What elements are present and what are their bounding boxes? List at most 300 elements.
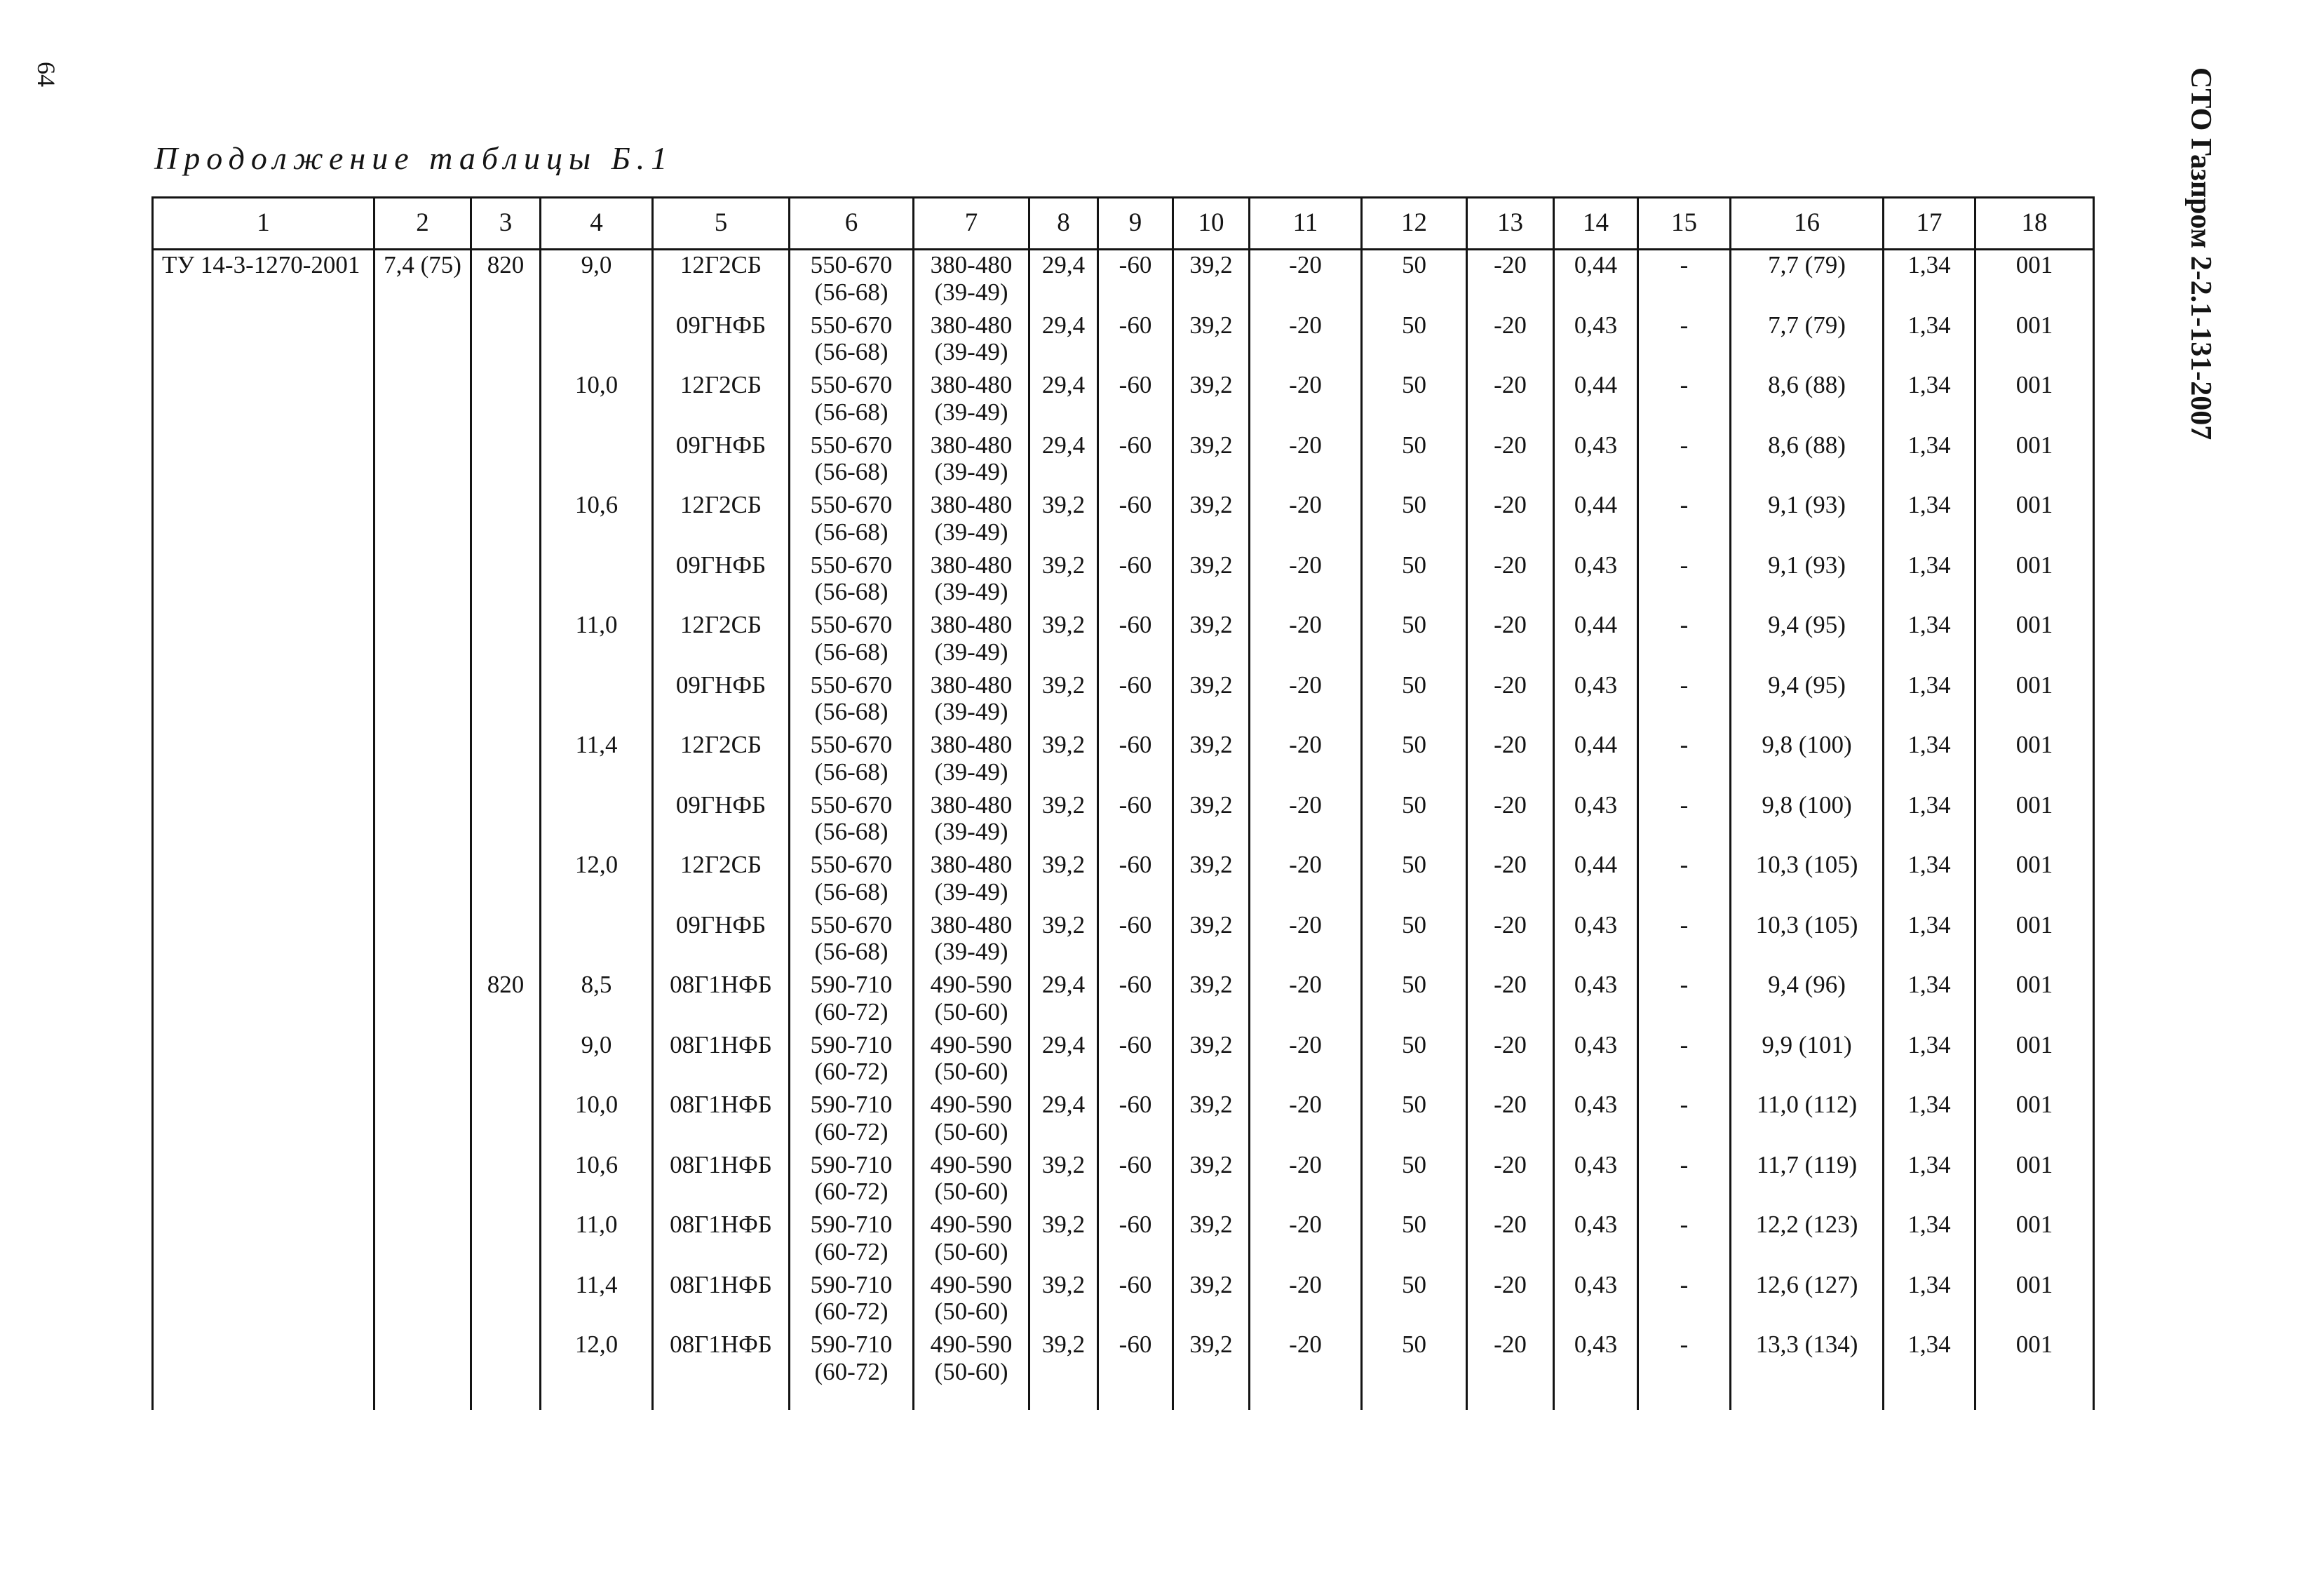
table-cell-col-10: 39,2 (1174, 250, 1250, 311)
table-cell-col-14: 0,44 (1555, 250, 1639, 311)
table-cell-col-15: - (1639, 370, 1731, 431)
page-number: 64 (32, 62, 60, 87)
header-cell-11: 11 (1250, 196, 1363, 250)
table-cell-col-2 (375, 1030, 472, 1091)
table-cell-col-13: -20 (1468, 1330, 1555, 1390)
table-cell-col-14: 0,44 (1555, 730, 1639, 790)
table-cell-col-6: 550-670 (56-68) (790, 490, 914, 551)
table-cell-col-15: - (1639, 1150, 1731, 1211)
table-cell-col-1: ТУ 14-3-1270-2001 (151, 250, 375, 311)
table-cell-col-17: 1,34 (1884, 970, 1976, 1030)
table-cell-col-10: 39,2 (1174, 850, 1250, 910)
table-cell-col-11: -20 (1250, 910, 1363, 971)
table-cell-col-18: 001 (1976, 431, 2095, 491)
table-cell-col-4: 11,4 (541, 1270, 654, 1331)
table-cell-col-8: 39,2 (1030, 610, 1099, 671)
table-cell-col-15: - (1639, 1210, 1731, 1270)
table-cell-col-1 (151, 730, 375, 790)
table-cell-col-7: 380-480 (39-49) (914, 250, 1030, 311)
table-cell-col-7: 380-480 (39-49) (914, 370, 1030, 431)
table-cell-col-10: 39,2 (1174, 490, 1250, 551)
table-cell-col-10: 39,2 (1174, 1090, 1250, 1150)
table-cell-col-2: 7,4 (75) (375, 250, 472, 311)
table-cell-col-17: 1,34 (1884, 730, 1976, 790)
table-cell-col-16: 9,9 (101) (1731, 1030, 1884, 1091)
table-cell-col-1 (151, 610, 375, 671)
header-cell-4: 4 (541, 196, 654, 250)
table-cell-col-17: 1,34 (1884, 370, 1976, 431)
table-cell-col-14: 0,44 (1555, 370, 1639, 431)
table-cell-col-18: 001 (1976, 1270, 2095, 1331)
table-cell-col-6: 550-670 (56-68) (790, 610, 914, 671)
table-cell-col-3 (472, 551, 541, 611)
table-cell-col-11: -20 (1250, 431, 1363, 491)
table-continuation-cell (375, 1390, 472, 1411)
table-continuation-cell (1555, 1390, 1639, 1411)
table-cell-col-8: 39,2 (1030, 1330, 1099, 1390)
table-cell-col-5: 09ГНФБ (654, 311, 790, 371)
table-cell-col-12: 50 (1363, 610, 1468, 671)
table-cell-col-13: -20 (1468, 910, 1555, 971)
table-cell-col-15: - (1639, 1090, 1731, 1150)
table-cell-col-3 (472, 790, 541, 851)
table-cell-col-12: 50 (1363, 370, 1468, 431)
table-cell-col-10: 39,2 (1174, 1330, 1250, 1390)
table-cell-col-7: 380-480 (39-49) (914, 490, 1030, 551)
table-cell-col-4: 10,6 (541, 1150, 654, 1211)
table-cell-col-13: -20 (1468, 790, 1555, 851)
table-continuation-cell (1468, 1390, 1555, 1411)
table-cell-col-10: 39,2 (1174, 551, 1250, 611)
table-cell-col-16: 9,8 (100) (1731, 730, 1884, 790)
table-cell-col-4: 11,0 (541, 1210, 654, 1270)
table-cell-col-4 (541, 910, 654, 971)
table-cell-col-5: 08Г1НФБ (654, 970, 790, 1030)
table-cell-col-3 (472, 490, 541, 551)
table-cell-col-18: 001 (1976, 1210, 2095, 1270)
table-cell-col-4 (541, 790, 654, 851)
table-continuation-cell (1731, 1390, 1884, 1411)
table-cell-col-10: 39,2 (1174, 910, 1250, 971)
table-cell-col-4: 10,0 (541, 1090, 654, 1150)
table-cell-col-18: 001 (1976, 610, 2095, 671)
table-cell-col-6: 550-670 (56-68) (790, 671, 914, 731)
table-cell-col-13: -20 (1468, 370, 1555, 431)
table-cell-col-17: 1,34 (1884, 490, 1976, 551)
table-cell-col-5: 12Г2СБ (654, 370, 790, 431)
table-cell-col-12: 50 (1363, 551, 1468, 611)
table-cell-col-4: 9,0 (541, 250, 654, 311)
table-continuation-cell (472, 1390, 541, 1411)
table-cell-col-18: 001 (1976, 311, 2095, 371)
table-cell-col-13: -20 (1468, 490, 1555, 551)
table-cell-col-16: 7,7 (79) (1731, 250, 1884, 311)
table-cell-col-9: -60 (1099, 431, 1174, 491)
header-cell-17: 17 (1884, 196, 1976, 250)
table-continuation-cell (1250, 1390, 1363, 1411)
table-cell-col-6: 590-710 (60-72) (790, 1150, 914, 1211)
table-continuation-cell (151, 1390, 375, 1411)
table-cell-col-18: 001 (1976, 910, 2095, 971)
table-cell-col-5: 08Г1НФБ (654, 1150, 790, 1211)
table-cell-col-12: 50 (1363, 490, 1468, 551)
table-cell-col-5: 08Г1НФБ (654, 1210, 790, 1270)
table-cell-col-17: 1,34 (1884, 1090, 1976, 1150)
table-cell-col-3 (472, 1030, 541, 1091)
table-cell-col-17: 1,34 (1884, 1210, 1976, 1270)
table-cell-col-16: 8,6 (88) (1731, 370, 1884, 431)
table-cell-col-14: 0,43 (1555, 970, 1639, 1030)
table-cell-col-13: -20 (1468, 431, 1555, 491)
table-cell-col-11: -20 (1250, 1270, 1363, 1331)
table-cell-col-8: 29,4 (1030, 250, 1099, 311)
table-cell-col-16: 9,4 (96) (1731, 970, 1884, 1030)
table-cell-col-16: 9,4 (95) (1731, 610, 1884, 671)
table-cell-col-18: 001 (1976, 1090, 2095, 1150)
table-cell-col-5: 12Г2СБ (654, 610, 790, 671)
table-cell-col-17: 1,34 (1884, 790, 1976, 851)
table-cell-col-11: -20 (1250, 1090, 1363, 1150)
table-cell-col-11: -20 (1250, 490, 1363, 551)
table-cell-col-12: 50 (1363, 431, 1468, 491)
table-cell-col-3 (472, 1270, 541, 1331)
table-cell-col-8: 29,4 (1030, 431, 1099, 491)
table-cell-col-13: -20 (1468, 610, 1555, 671)
table-cell-col-15: - (1639, 730, 1731, 790)
table-cell-col-14: 0,44 (1555, 610, 1639, 671)
table-cell-col-5: 09ГНФБ (654, 790, 790, 851)
table-cell-col-6: 550-670 (56-68) (790, 431, 914, 491)
table-cell-col-1 (151, 1270, 375, 1331)
table-cell-col-16: 9,4 (95) (1731, 671, 1884, 731)
table-cell-col-14: 0,43 (1555, 790, 1639, 851)
table-cell-col-5: 08Г1НФБ (654, 1090, 790, 1150)
table-cell-col-4: 12,0 (541, 1330, 654, 1390)
table-cell-col-18: 001 (1976, 1150, 2095, 1211)
data-table (151, 196, 2095, 1410)
header-cell-12: 12 (1363, 196, 1468, 250)
table-cell-col-16: 12,2 (123) (1731, 1210, 1884, 1270)
table-cell-col-13: -20 (1468, 850, 1555, 910)
table-cell-col-7: 380-480 (39-49) (914, 850, 1030, 910)
table-cell-col-12: 50 (1363, 1210, 1468, 1270)
header-cell-1: 1 (151, 196, 375, 250)
table-cell-col-6: 550-670 (56-68) (790, 850, 914, 910)
table-cell-col-1 (151, 1210, 375, 1270)
table-cell-col-4: 10,0 (541, 370, 654, 431)
table-cell-col-6: 590-710 (60-72) (790, 1330, 914, 1390)
table-cell-col-14: 0,44 (1555, 850, 1639, 910)
header-cell-13: 13 (1468, 196, 1555, 250)
table-cell-col-15: - (1639, 970, 1731, 1030)
table-cell-col-18: 001 (1976, 790, 2095, 851)
table-cell-col-16: 8,6 (88) (1731, 431, 1884, 491)
table-cell-col-12: 50 (1363, 1030, 1468, 1091)
header-cell-14: 14 (1555, 196, 1639, 250)
table-cell-col-11: -20 (1250, 730, 1363, 790)
table-continuation-cell (1174, 1390, 1250, 1411)
table-caption: Продолжение таблицы Б.1 (154, 140, 674, 176)
table-cell-col-12: 50 (1363, 1330, 1468, 1390)
table-cell-col-11: -20 (1250, 311, 1363, 371)
table-cell-col-6: 590-710 (60-72) (790, 1210, 914, 1270)
table-cell-col-7: 490-590 (50-60) (914, 1150, 1030, 1211)
table-continuation-cell (1030, 1390, 1099, 1411)
table-cell-col-7: 380-480 (39-49) (914, 730, 1030, 790)
header-cell-10: 10 (1174, 196, 1250, 250)
table-cell-col-3 (472, 1150, 541, 1211)
table-cell-col-12: 50 (1363, 730, 1468, 790)
table-cell-col-15: - (1639, 250, 1731, 311)
table-cell-col-8: 39,2 (1030, 790, 1099, 851)
table-cell-col-14: 0,43 (1555, 1030, 1639, 1091)
table-cell-col-6: 550-670 (56-68) (790, 370, 914, 431)
table-cell-col-13: -20 (1468, 1090, 1555, 1150)
table-cell-col-5: 09ГНФБ (654, 671, 790, 731)
table-continuation-cell (1099, 1390, 1174, 1411)
table-cell-col-10: 39,2 (1174, 610, 1250, 671)
table-cell-col-1 (151, 850, 375, 910)
table-cell-col-9: -60 (1099, 671, 1174, 731)
table-cell-col-7: 490-590 (50-60) (914, 1090, 1030, 1150)
table-cell-col-8: 29,4 (1030, 1090, 1099, 1150)
table-cell-col-1 (151, 551, 375, 611)
table-cell-col-13: -20 (1468, 311, 1555, 371)
table-cell-col-9: -60 (1099, 910, 1174, 971)
header-cell-15: 15 (1639, 196, 1731, 250)
table-cell-col-16: 9,8 (100) (1731, 790, 1884, 851)
table-cell-col-9: -60 (1099, 850, 1174, 910)
table-cell-col-1 (151, 671, 375, 731)
header-cell-5: 5 (654, 196, 790, 250)
table-cell-col-4: 11,4 (541, 730, 654, 790)
header-cell-18: 18 (1976, 196, 2095, 250)
table-cell-col-18: 001 (1976, 1330, 2095, 1390)
table-cell-col-17: 1,34 (1884, 850, 1976, 910)
table-cell-col-16: 7,7 (79) (1731, 311, 1884, 371)
table-cell-col-5: 09ГНФБ (654, 431, 790, 491)
table-cell-col-2 (375, 311, 472, 371)
table-cell-col-13: -20 (1468, 970, 1555, 1030)
table-cell-col-14: 0,43 (1555, 1330, 1639, 1390)
header-cell-3: 3 (472, 196, 541, 250)
table-cell-col-9: -60 (1099, 610, 1174, 671)
table-cell-col-3 (472, 610, 541, 671)
table-cell-col-8: 39,2 (1030, 850, 1099, 910)
table-continuation-cell (914, 1390, 1030, 1411)
table-cell-col-1 (151, 370, 375, 431)
table-cell-col-18: 001 (1976, 250, 2095, 311)
table-cell-col-14: 0,43 (1555, 1150, 1639, 1211)
table-cell-col-9: -60 (1099, 1030, 1174, 1091)
document-code-header: СТО Газпром 2-2.1-131-2007 (2184, 67, 2217, 440)
table-cell-col-10: 39,2 (1174, 1270, 1250, 1331)
table-cell-col-17: 1,34 (1884, 250, 1976, 311)
table-cell-col-11: -20 (1250, 1330, 1363, 1390)
table-cell-col-13: -20 (1468, 730, 1555, 790)
table-cell-col-6: 550-670 (56-68) (790, 250, 914, 311)
table-cell-col-11: -20 (1250, 610, 1363, 671)
table-cell-col-15: - (1639, 551, 1731, 611)
table-cell-col-3 (472, 1210, 541, 1270)
table-cell-col-15: - (1639, 910, 1731, 971)
table-cell-col-14: 0,43 (1555, 1210, 1639, 1270)
table-cell-col-5: 09ГНФБ (654, 910, 790, 971)
table-cell-col-9: -60 (1099, 311, 1174, 371)
table-cell-col-2 (375, 790, 472, 851)
table-cell-col-3 (472, 1090, 541, 1150)
table-cell-col-16: 10,3 (105) (1731, 850, 1884, 910)
table-cell-col-9: -60 (1099, 1330, 1174, 1390)
table-cell-col-7: 380-480 (39-49) (914, 910, 1030, 971)
table-cell-col-5: 09ГНФБ (654, 551, 790, 611)
table-cell-col-13: -20 (1468, 551, 1555, 611)
table-cell-col-18: 001 (1976, 551, 2095, 611)
table-cell-col-15: - (1639, 490, 1731, 551)
table-cell-col-12: 50 (1363, 1150, 1468, 1211)
table-cell-col-18: 001 (1976, 970, 2095, 1030)
table-cell-col-7: 490-590 (50-60) (914, 1210, 1030, 1270)
table-cell-col-14: 0,43 (1555, 431, 1639, 491)
header-cell-9: 9 (1099, 196, 1174, 250)
table-cell-col-18: 001 (1976, 671, 2095, 731)
table-cell-col-7: 490-590 (50-60) (914, 1270, 1030, 1331)
table-cell-col-7: 490-590 (50-60) (914, 1030, 1030, 1091)
table-cell-col-12: 50 (1363, 970, 1468, 1030)
table-cell-col-5: 08Г1НФБ (654, 1270, 790, 1331)
header-cell-7: 7 (914, 196, 1030, 250)
table-cell-col-4: 12,0 (541, 850, 654, 910)
table-cell-col-10: 39,2 (1174, 311, 1250, 371)
table-cell-col-17: 1,34 (1884, 1330, 1976, 1390)
table-cell-col-11: -20 (1250, 671, 1363, 731)
table-cell-col-11: -20 (1250, 1030, 1363, 1091)
table-cell-col-3 (472, 311, 541, 371)
table-cell-col-2 (375, 610, 472, 671)
table-cell-col-12: 50 (1363, 850, 1468, 910)
table-cell-col-12: 50 (1363, 311, 1468, 371)
table-cell-col-3: 820 (472, 970, 541, 1030)
table-cell-col-3 (472, 370, 541, 431)
header-cell-2: 2 (375, 196, 472, 250)
table-cell-col-5: 12Г2СБ (654, 730, 790, 790)
table-cell-col-10: 39,2 (1174, 1150, 1250, 1211)
table-cell-col-10: 39,2 (1174, 671, 1250, 731)
table-cell-col-14: 0,43 (1555, 311, 1639, 371)
table-cell-col-18: 001 (1976, 370, 2095, 431)
table-cell-col-14: 0,43 (1555, 671, 1639, 731)
table-cell-col-8: 39,2 (1030, 1210, 1099, 1270)
table-cell-col-4: 10,6 (541, 490, 654, 551)
table-cell-col-10: 39,2 (1174, 1030, 1250, 1091)
table-cell-col-11: -20 (1250, 1150, 1363, 1211)
table-cell-col-4 (541, 551, 654, 611)
table-cell-col-16: 11,0 (112) (1731, 1090, 1884, 1150)
table-cell-col-16: 10,3 (105) (1731, 910, 1884, 971)
table-cell-col-1 (151, 1030, 375, 1091)
table-cell-col-11: -20 (1250, 850, 1363, 910)
table-cell-col-10: 39,2 (1174, 970, 1250, 1030)
table-cell-col-11: -20 (1250, 1210, 1363, 1270)
table-cell-col-4: 11,0 (541, 610, 654, 671)
table-cell-col-18: 001 (1976, 490, 2095, 551)
table-cell-col-12: 50 (1363, 250, 1468, 311)
table-cell-col-14: 0,43 (1555, 910, 1639, 971)
table-cell-col-3 (472, 910, 541, 971)
table-cell-col-2 (375, 490, 472, 551)
table-cell-col-18: 001 (1976, 850, 2095, 910)
table-cell-col-6: 590-710 (60-72) (790, 970, 914, 1030)
table-cell-col-15: - (1639, 1270, 1731, 1331)
table-cell-col-9: -60 (1099, 970, 1174, 1030)
table-cell-col-2 (375, 970, 472, 1030)
table-cell-col-2 (375, 1090, 472, 1150)
table-cell-col-14: 0,43 (1555, 551, 1639, 611)
header-cell-6: 6 (790, 196, 914, 250)
table-cell-col-4 (541, 671, 654, 731)
table-cell-col-1 (151, 311, 375, 371)
table-cell-col-4: 9,0 (541, 1030, 654, 1091)
table-cell-col-6: 550-670 (56-68) (790, 910, 914, 971)
table-cell-col-17: 1,34 (1884, 311, 1976, 371)
table-cell-col-2 (375, 730, 472, 790)
table-cell-col-2 (375, 1270, 472, 1331)
table-cell-col-7: 380-480 (39-49) (914, 671, 1030, 731)
table-cell-col-13: -20 (1468, 671, 1555, 731)
table-cell-col-5: 12Г2СБ (654, 490, 790, 551)
table-cell-col-3 (472, 671, 541, 731)
table-cell-col-15: - (1639, 790, 1731, 851)
table-cell-col-12: 50 (1363, 1090, 1468, 1150)
table-cell-col-8: 39,2 (1030, 1150, 1099, 1211)
table-cell-col-3 (472, 431, 541, 491)
table-continuation-cell (1639, 1390, 1731, 1411)
table-continuation-cell (790, 1390, 914, 1411)
table-cell-col-6: 590-710 (60-72) (790, 1270, 914, 1331)
table-cell-col-13: -20 (1468, 1270, 1555, 1331)
table-cell-col-10: 39,2 (1174, 1210, 1250, 1270)
table-cell-col-18: 001 (1976, 1030, 2095, 1091)
table-cell-col-9: -60 (1099, 370, 1174, 431)
table-cell-col-3 (472, 1330, 541, 1390)
table-cell-col-2 (375, 431, 472, 491)
table-cell-col-6: 550-670 (56-68) (790, 790, 914, 851)
header-cell-8: 8 (1030, 196, 1099, 250)
table-cell-col-12: 50 (1363, 910, 1468, 971)
table-cell-col-15: - (1639, 610, 1731, 671)
table-cell-col-8: 29,4 (1030, 1030, 1099, 1091)
table-cell-col-1 (151, 490, 375, 551)
table-continuation-cell (1976, 1390, 2095, 1411)
table-cell-col-10: 39,2 (1174, 431, 1250, 491)
table-cell-col-1 (151, 1150, 375, 1211)
table-cell-col-9: -60 (1099, 1270, 1174, 1331)
table-cell-col-14: 0,43 (1555, 1090, 1639, 1150)
table-continuation-cell (1363, 1390, 1468, 1411)
table-cell-col-7: 490-590 (50-60) (914, 1330, 1030, 1390)
table-cell-col-11: -20 (1250, 970, 1363, 1030)
table-cell-col-8: 39,2 (1030, 910, 1099, 971)
table-cell-col-17: 1,34 (1884, 1270, 1976, 1331)
table-cell-col-5: 12Г2СБ (654, 250, 790, 311)
table-cell-col-7: 380-480 (39-49) (914, 431, 1030, 491)
table-cell-col-15: - (1639, 311, 1731, 371)
table-cell-col-6: 550-670 (56-68) (790, 730, 914, 790)
table-cell-col-4: 8,5 (541, 970, 654, 1030)
table-cell-col-15: - (1639, 431, 1731, 491)
table-cell-col-1 (151, 431, 375, 491)
table-cell-col-6: 550-670 (56-68) (790, 551, 914, 611)
